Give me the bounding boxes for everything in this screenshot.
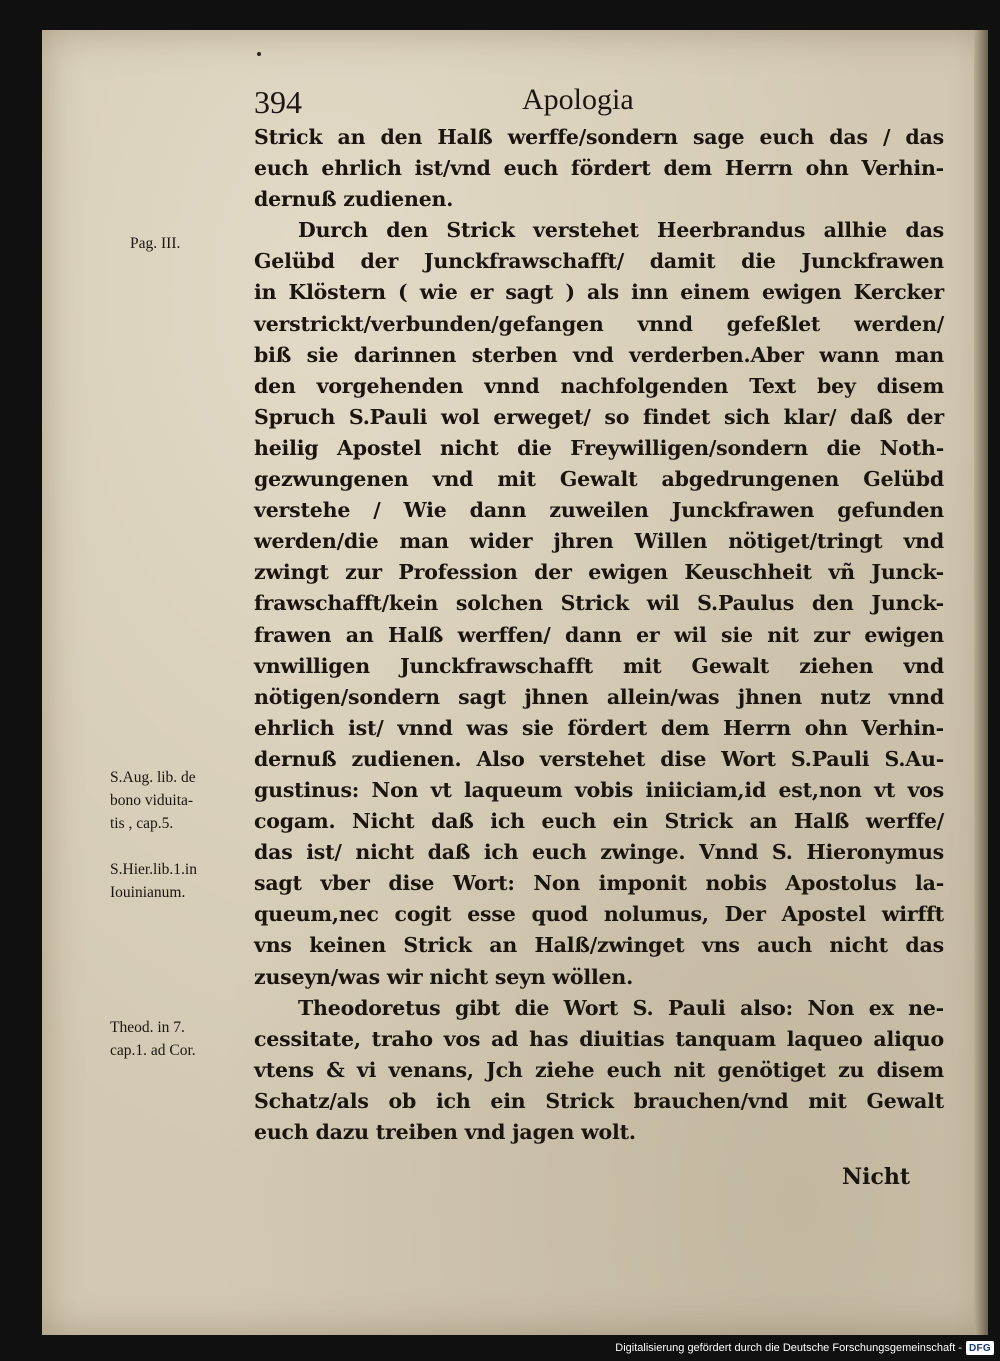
text-line: euch dazu treiben vnd jagen wolt.: [254, 1120, 636, 1144]
text-line: Durch den Strick verstehet Heerbrandus allhie das: [298, 218, 944, 243]
dfg-logo[interactable]: [966, 1341, 994, 1355]
text-line: cogam. Nicht daß ich euch ein Strick an Halß werffe/: [254, 809, 944, 834]
margin-note-line: S.Hier.lib.1.in: [110, 861, 197, 878]
page-gutter-shadow: [974, 30, 988, 1335]
text-line: gustinus: Non vt laqueum vobis iniiciam,id est,non vt vos: [254, 777, 944, 802]
text-line: nötigen/sondern sagt jhnen allein/was jhnen nutz vnnd: [254, 684, 944, 709]
text-line: biß sie darinnen sterben vnd verderben.Aber wann man: [254, 342, 944, 367]
funding-credit: Digitalisierung gefördert durch die Deutsche Forschungsgemeinschaft -: [615, 1342, 962, 1354]
catchword: Nicht: [842, 1164, 911, 1190]
text-line: dernuß zudienen. Also verstehet dise Wort S.Pauli S.Au-: [254, 746, 944, 771]
text-line: gezwungenen vnd mit Gewalt abgedrungenen Gelübd: [254, 467, 944, 492]
text-line: den vorgehenden vnnd nachfolgenden Text bey disem: [254, 373, 944, 398]
text-line: Theodoretus gibt die Wort S. Pauli also: Non ex ne-: [298, 995, 944, 1020]
margin-note-line: tis , cap.5.: [110, 815, 174, 832]
text-line: das ist/ nicht daß ich euch zwinge. Vnnd S. Hieronymus: [254, 840, 944, 865]
text-line: dernuß zudienen.: [254, 187, 454, 212]
margin-note-jerome: [110, 858, 197, 904]
body-text: [254, 122, 944, 1148]
text-line: frawschafft/kein solchen Strick wil S.Paulus den Junck-: [254, 591, 944, 616]
text-line: zwingt zur Profession der ewigen Keuschheit vñ Junck-: [254, 560, 944, 585]
text-line: vnwilligen Junckfrawschafft mit Gewalt ziehen vnd: [254, 653, 944, 678]
text-line: frawen an Halß werffen/ dann er wil sie nit zur ewigen: [254, 622, 944, 647]
text-line: zuseyn/was wir nicht seyn wöllen.: [254, 964, 634, 989]
margin-note-augustine: [110, 766, 196, 835]
text-line: Strick an den Halß werffe/sondern sage euch das / das: [254, 125, 944, 149]
text-line: werden/die man wider jhren Willen nötiget/tringt vnd: [254, 529, 944, 554]
text-line: Gelübd der Junckfrawschafft/ damit die Junckfrawen: [254, 249, 944, 274]
text-line: verstehe / Wie dann zuweilen Junckfrawen gefunden: [254, 498, 944, 523]
dfg-logo-text: DFG: [968, 1342, 991, 1354]
margin-note-line: Theod. in 7.: [110, 1019, 185, 1036]
page-number: 394: [254, 84, 302, 120]
text-line: heilig Apostel nicht die Freywilligen/sondern die Noth-: [254, 435, 944, 460]
text-line: Spruch S.Pauli wol erweget/ so findet sich klar/ daß der: [254, 404, 944, 429]
margin-note-line: bono viduita-: [110, 792, 194, 809]
digitization-footer: [615, 1339, 994, 1357]
text-line: verstrickt/verbunden/gefangen vnnd gefeßlet werden/: [254, 311, 944, 336]
text-line: ehrlich ist/ vnnd was sie fördert dem Herrn ohn Verhin-: [254, 715, 944, 740]
text-line: in Klöstern ( wie er sagt ) als inn einem ewigen Kercker: [254, 280, 944, 305]
text-line: vtens & vi venans, Jch ziehe euch nit genötiget zu disem: [254, 1057, 944, 1082]
margin-note-line: Iouinianum.: [110, 884, 186, 901]
margin-note-line: Pag. III.: [130, 235, 181, 252]
margin-note-line: S.Aug. lib. de: [110, 769, 196, 786]
text-line: cessitate, traho vos ad has diuitias tanquam laqueo aliquo: [254, 1026, 944, 1051]
margin-note-page-ref: [130, 232, 180, 255]
text-line: sagt vber dise Wort: Non imponit nobis Apostolus la-: [254, 871, 944, 896]
book-page: [42, 30, 988, 1335]
text-line: euch ehrlich ist/vnd euch fördert dem Herrn ohn Verhin-: [254, 156, 944, 181]
text-line: vns keinen Strick an Halß/zwinget vns auch nicht das: [254, 933, 944, 958]
margin-note-theodoret: [110, 1016, 196, 1062]
margin-note-line: cap.1. ad Cor.: [110, 1042, 196, 1059]
ink-speck: [257, 52, 261, 56]
running-head: Apologia: [522, 83, 634, 116]
text-line: queum,nec cogit esse quod nolumus, Der Apostel wirfft: [254, 902, 944, 927]
text-line: Schatz/als ob ich ein Strick brauchen/vnd mit Gewalt: [254, 1088, 944, 1113]
